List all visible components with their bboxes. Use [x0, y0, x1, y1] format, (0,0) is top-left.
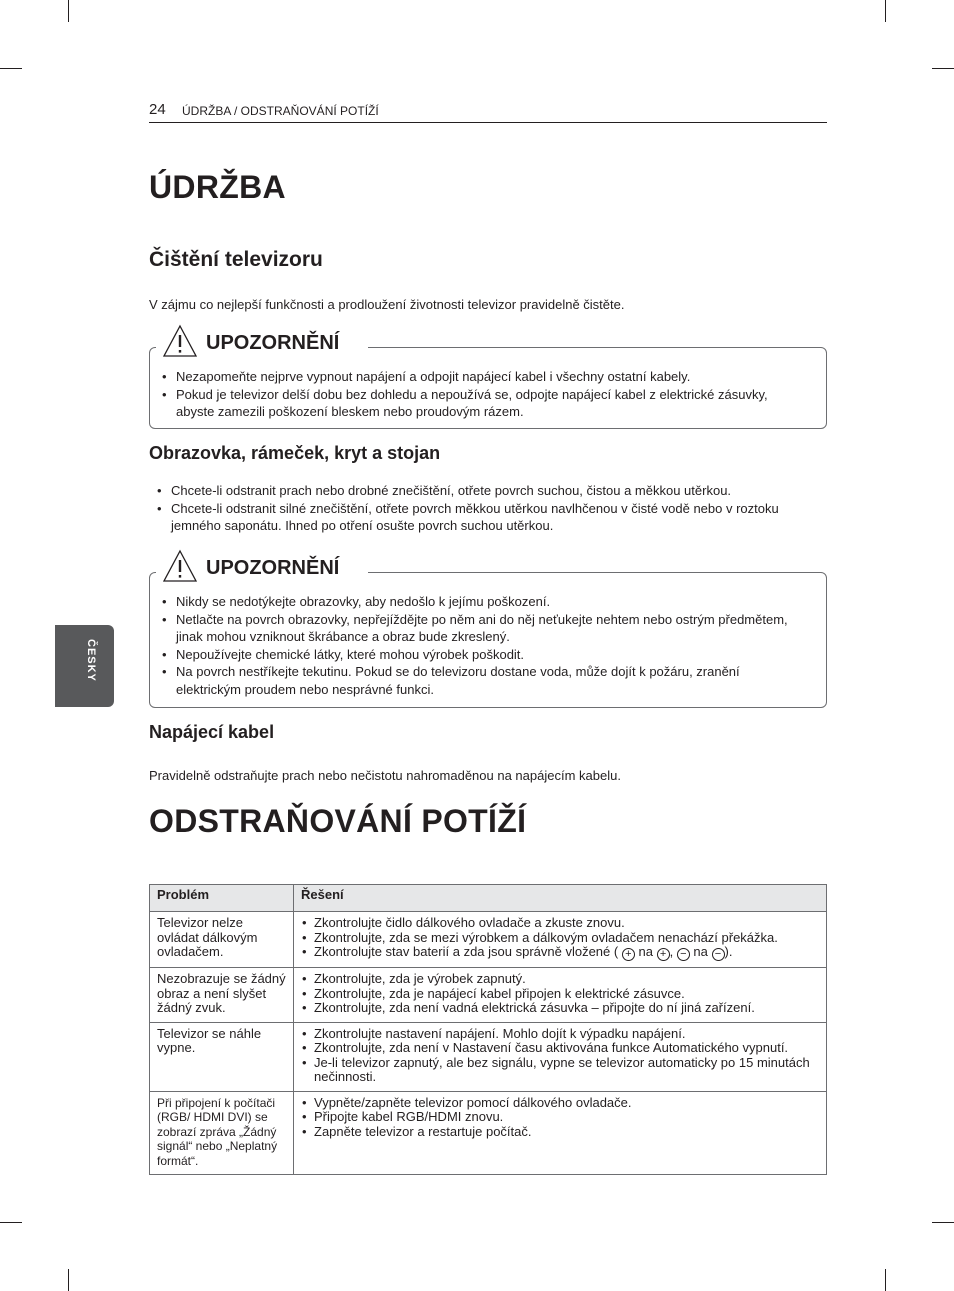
list-item: • Na povrch nestříkejte tekutinu. Pokud se do televizoru dostane voda, může dojít k požáru, zranění elektrickým proudem nebo nesprávné funkci. — [162, 663, 802, 698]
language-tab — [55, 625, 114, 707]
warning-icon — [162, 549, 198, 583]
crop-mark — [68, 1269, 69, 1291]
warning-icon — [162, 324, 198, 358]
table-row — [150, 1091, 827, 1175]
crop-mark — [885, 1269, 886, 1291]
crop-mark — [0, 1222, 22, 1223]
solution-cell — [294, 968, 827, 1023]
problem-cell: Při připojení k počítači (RGB/ HDMI DVI) se zobrazí zpráva „Žádný signál“ nebo „Neplatný formát“. — [150, 1091, 294, 1175]
solution-cell — [294, 1022, 827, 1091]
list-item: • Chcete-li odstranit silné znečištění, otřete povrch měkkou utěrkou navlhčenou v čisté vodě nebo v roztoku jemného saponátu. Ihned po otření osušte povrch suchou utěrkou. — [157, 500, 807, 535]
crop-mark — [68, 0, 69, 22]
troubleshooting-title: ODSTRAŇOVÁNÍ POTÍŽÍ — [149, 803, 527, 839]
solution-cell — [294, 1091, 827, 1175]
screen-cleaning-list — [157, 482, 807, 535]
crop-mark — [932, 68, 954, 69]
crop-mark — [932, 1222, 954, 1223]
list-item: • Nikdy se nedotýkejte obrazovky, aby nedošlo k jejímu poškození. — [162, 593, 802, 611]
cleaning-intro: V zájmu co nejlepší funkčnosti a prodloužení životnosti televizor pravidelně čistěte. — [149, 297, 625, 312]
list-item: • Zkontrolujte čidlo dálkového ovladače a zkuste znovu. — [301, 916, 819, 931]
column-header-problem: Problém — [150, 885, 294, 912]
caution-header — [156, 324, 368, 360]
battery-on-text: na — [693, 944, 708, 959]
caution-list — [162, 593, 802, 698]
solution-cell — [294, 912, 827, 968]
power-cord-text: Pravidelně odstraňujte prach nebo nečistotu nahromaděnou na napájecím kabelu. — [149, 768, 621, 783]
list-item: • Je-li televizor zapnutý, ale bez signálu, vypne se televizor automaticky po 15 minutách nečinnosti. — [301, 1056, 819, 1085]
list-item: • Chcete-li odstranit prach nebo drobné znečištění, otřete povrch suchou, čistou a měkkou utěrkou. — [157, 482, 807, 500]
column-header-solution: Řešení — [294, 885, 827, 912]
table-header-row — [150, 885, 827, 912]
list-item: • Vypněte/zapněte televizor pomocí dálkového ovladače. — [301, 1096, 819, 1111]
screen-heading: Obrazovka, rámeček, kryt a stojan — [149, 443, 441, 463]
caution-header — [156, 549, 368, 585]
caution-label: UPOZORNĚNÍ — [206, 557, 340, 579]
minus-icon: − — [712, 948, 725, 961]
list-item: • Pokud je televizor delší dobu bez dohledu a nepoužívá se, odpojte napájecí kabel z elektrické zásuvky, abyste zamezili poškození bleskem nebo proudovým rázem. — [162, 386, 802, 421]
list-item: • Zkontrolujte, zda není v Nastavení času aktivována funkce Automatického vypnutí. — [301, 1041, 819, 1056]
cleaning-heading: Čištění televizoru — [149, 248, 323, 271]
battery-on-text: na — [638, 944, 653, 959]
caution-label: UPOZORNĚNÍ — [206, 332, 340, 354]
battery-check-suffix: ). — [724, 944, 733, 959]
problem-cell: Televizor nelze ovládat dálkovým ovladačem. — [150, 912, 294, 968]
language-tab-label: ČESKY — [85, 639, 97, 682]
list-item: • Zkontrolujte, zda se mezi výrobkem a dálkovým ovladačem nenachází překážka. — [301, 931, 819, 946]
list-item: • Zkontrolujte nastavení napájení. Mohlo dojít k výpadku napájení. — [301, 1027, 819, 1042]
crop-mark — [885, 0, 886, 22]
list-item: • Zkontrolujte stav baterií a zda jsou správně vložené ( + na + , − na − ). — [301, 945, 819, 961]
table-row — [150, 968, 827, 1023]
page-number: 24 — [149, 101, 166, 118]
problem-cell: Nezobrazuje se žádný obraz a není slyšet žádný zvuk. — [150, 968, 294, 1023]
caution-list — [162, 368, 802, 421]
list-item: • Připojte kabel RGB/HDMI znovu. — [301, 1110, 819, 1125]
troubleshooting-table — [149, 884, 827, 1175]
table-row — [150, 1022, 827, 1091]
plus-icon: + — [622, 948, 635, 961]
plus-icon: + — [657, 948, 670, 961]
power-cord-heading: Napájecí kabel — [149, 722, 275, 742]
page-header — [149, 101, 827, 123]
maintenance-title: ÚDRŽBA — [149, 169, 286, 205]
minus-icon: − — [677, 948, 690, 961]
list-item: • Zapněte televizor a restartuje počítač. — [301, 1125, 819, 1140]
crop-mark — [0, 68, 22, 69]
list-item: • Nepoužívejte chemické látky, které mohou výrobek poškodit. — [162, 646, 802, 664]
list-item: • Nezapomeňte nejprve vypnout napájení a odpojit napájecí kabel i všechny ostatní kabely. — [162, 368, 802, 386]
running-title: ÚDRŽBA / ODSTRAŇOVÁNÍ POTÍŽÍ — [182, 104, 379, 118]
list-item: • Zkontrolujte, zda je napájecí kabel připojen k elektrické zásuvce. — [301, 987, 819, 1002]
list-item: • Zkontrolujte, zda je výrobek zapnutý. — [301, 972, 819, 987]
table-row — [150, 912, 827, 968]
problem-cell: Televizor se náhle vypne. — [150, 1022, 294, 1091]
list-item: • Netlačte na povrch obrazovky, nepřejíždějte po něm ani do něj neťukejte nehtem nebo ostrým předmětem, jinak mohou vzniknout škrábance a obraz bude zkreslený. — [162, 611, 802, 646]
battery-check-text: Zkontrolujte stav baterií a zda jsou správně vložené ( — [314, 944, 619, 959]
list-item: • Zkontrolujte, zda není vadná elektrická zásuvka – připojte do ní jiná zařízení. — [301, 1001, 819, 1016]
